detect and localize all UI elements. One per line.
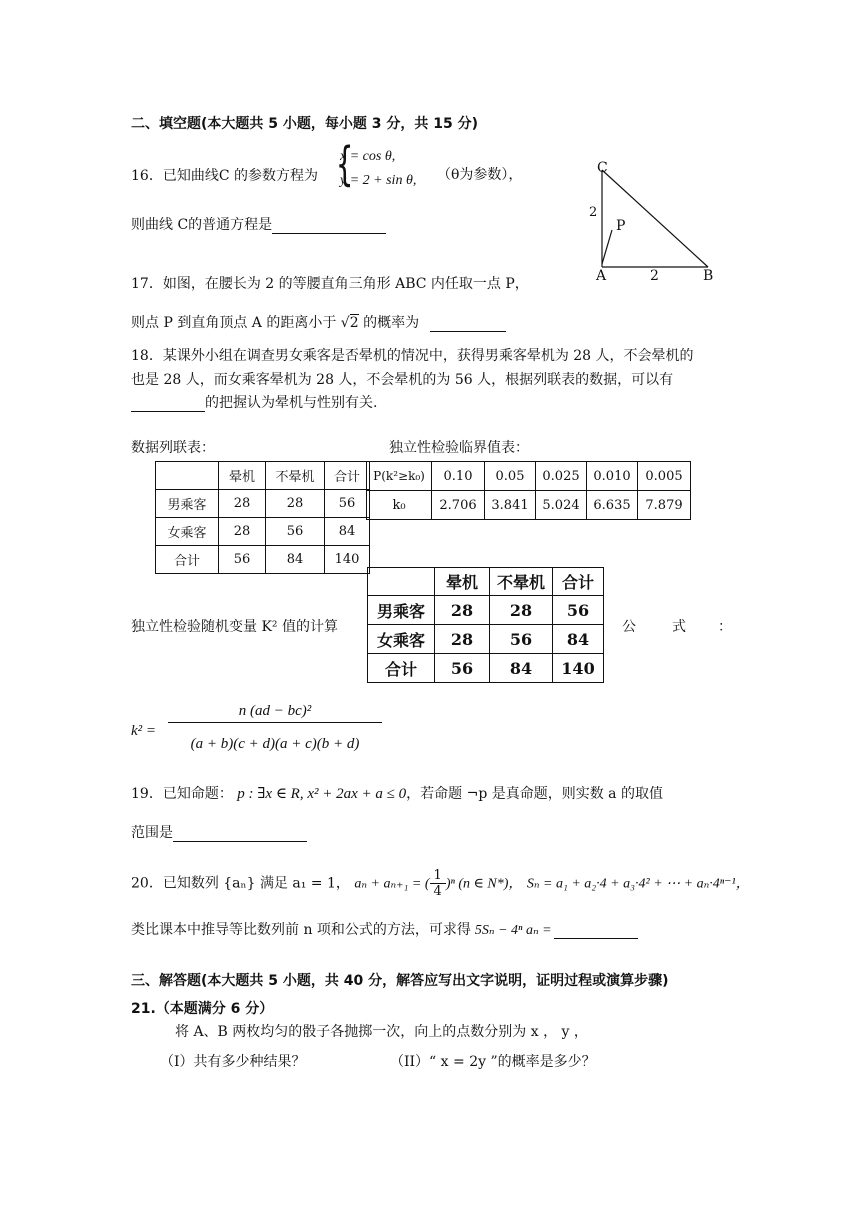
question-20-line1a: ．已知数列 {aₙ} 满足 a₁ = 1， (148, 875, 350, 892)
contingency-header-cell (156, 462, 219, 490)
question-18-line3-text: 的把握认为晕机与性别有关. (205, 395, 378, 411)
critical-cell: 5.024 (536, 491, 587, 520)
fraction-one-quarter (430, 868, 446, 899)
question-16-number: 16 (131, 168, 149, 184)
section-3-title: 三、解答题(本大题共 5 小题，共 40 分，解答应写出文字说明，证明过程或演算步骤) (131, 973, 669, 989)
critical-cell: P(k²≥k₀) (367, 462, 432, 491)
recurrence-left: aₙ + aₙ₊₁ = ( (354, 876, 430, 892)
contingency-cell: 84 (266, 546, 325, 574)
question-16-eq2: y = 2 + sin θ, (340, 173, 417, 188)
contingency-header-cell: 不晕机 (266, 462, 325, 490)
question-20-expression: 5Sₙ − 4ⁿ aₙ = (474, 923, 552, 938)
contingency-cell: 28 (219, 518, 266, 546)
question-16-brace: { (335, 137, 354, 191)
fraction-numerator: 1 (430, 868, 446, 884)
critical-cell: 0.005 (638, 462, 691, 491)
segment-ap (602, 230, 612, 264)
critical-values-table (366, 461, 691, 520)
vertex-a-label: A (596, 268, 607, 284)
question-19-answer-blank[interactable] (173, 841, 307, 842)
contingency-cell: 56 (219, 546, 266, 574)
question-18-line1-text: ．某课外小组在调查男女乘客是否晕机的情况中，获得男乘客晕机为 28 人，不会晕机的 (148, 348, 694, 364)
question-18-line2: 也是 28 人，而女乘客晕机为 28 人，不会晕机的为 56 人，根据列联表的数据，可以有 (131, 372, 674, 388)
contingency-cell: 男乘客 (156, 490, 219, 518)
question-19-line1a: ．已知命题： (148, 786, 233, 802)
question-21-line1: 将 A、B 两枚均匀的骰子各抛掷一次，向上的点数分别为 x ， y ， (175, 1024, 588, 1040)
critical-cell: k₀ (367, 491, 432, 520)
vertex-c-label: C (597, 160, 608, 176)
vertex-b-label: B (703, 268, 714, 284)
bold-table-cell: 56 (435, 654, 490, 683)
question-18-line1 (131, 345, 694, 365)
question-20-answer-blank[interactable] (554, 938, 638, 939)
k2-text-gong: 公 (622, 619, 636, 635)
contingency-cell: 女乘客 (156, 518, 219, 546)
recurrence-right: )ⁿ (n ∈ N*)， (445, 876, 523, 892)
sqrt-expression: √2 (340, 315, 359, 331)
contingency-cell: 140 (325, 546, 370, 574)
question-16-prefix: ．已知曲线C 的参数方程为 (148, 168, 318, 184)
critical-cell: 2.706 (432, 491, 485, 520)
question-16-line2 (131, 214, 386, 234)
question-20-line1 (131, 868, 750, 899)
contingency-cell: 28 (266, 490, 325, 518)
bold-table-cell: 140 (553, 654, 604, 683)
triangle-figure (585, 160, 725, 285)
question-16-param-note: （θ为参数）， (437, 167, 523, 183)
question-20-line2a: 类比课本中推导等比数列前 n 项和公式的方法，可求得 (131, 922, 471, 938)
contingency-header-cell: 晕机 (219, 462, 266, 490)
question-17-line2b: 的概率为 (363, 315, 420, 331)
critical-cell: 7.879 (638, 491, 691, 520)
critical-cell: 0.025 (536, 462, 587, 491)
question-17-line2 (131, 312, 506, 332)
contingency-table-label: 数据列联表： (131, 440, 215, 456)
bold-table-cell: 28 (435, 596, 490, 625)
question-16-answer-blank[interactable] (272, 233, 386, 234)
contingency-header-cell: 合计 (325, 462, 370, 490)
question-19-line1 (131, 783, 663, 803)
formula-lhs: k² = (131, 723, 157, 739)
k2-text-shi: 式 (672, 619, 686, 635)
question-16-eq1: x = cos θ, (340, 149, 396, 164)
question-19-number: 19 (131, 786, 149, 802)
side-ab-label: 2 (650, 268, 659, 284)
contingency-cell: 56 (325, 490, 370, 518)
critical-cell: 0.010 (587, 462, 638, 491)
bold-table-cell (368, 568, 435, 596)
bold-table-cell: 女乘客 (368, 625, 435, 654)
contingency-table (155, 461, 370, 574)
question-20-number: 20 (131, 875, 149, 892)
question-21-part1: （I）共有多少种结果？ (160, 1054, 306, 1070)
contingency-cell: 合计 (156, 546, 219, 574)
question-18-line3 (131, 392, 377, 412)
question-18-number: 18 (131, 348, 149, 364)
question-16-line1 (131, 165, 318, 185)
bold-table-cell: 晕机 (435, 568, 490, 596)
section-2-title: 二、填空题(本大题共 5 小题，每小题 3 分，共 15 分) (131, 116, 479, 132)
bold-table-cell: 合计 (553, 568, 604, 596)
critical-cell: 6.635 (587, 491, 638, 520)
bold-table-cell: 不晕机 (490, 568, 553, 596)
contingency-cell: 28 (219, 490, 266, 518)
critical-table-label: 独立性检验临界值表： (389, 440, 529, 456)
contingency-cell: 56 (266, 518, 325, 546)
question-17-line1-text: ．如图，在腰长为 2 的等腰直角三角形 ABC 内任取一点 P， (148, 276, 529, 292)
question-17-answer-blank[interactable] (430, 331, 506, 332)
k2-text-colon: ： (718, 619, 732, 635)
bold-table-cell: 84 (490, 654, 553, 683)
question-16-line2-text: 则曲线 C的普通方程是 (131, 217, 273, 233)
question-20-line2 (131, 919, 638, 939)
bold-table-cell: 84 (553, 625, 604, 654)
question-17-line1 (131, 273, 529, 293)
question-19-line2 (131, 822, 307, 842)
contingency-cell: 84 (325, 518, 370, 546)
point-p-label: P (616, 218, 626, 234)
bold-table-cell: 合计 (368, 654, 435, 683)
question-21-title: 21.（本题满分 6 分） (131, 1001, 274, 1017)
bold-table-cell: 男乘客 (368, 596, 435, 625)
contingency-table-bold (367, 567, 604, 683)
question-17-line2a: 则点 P 到直角顶点 A 的距离小于 (131, 315, 337, 331)
critical-cell: 0.10 (432, 462, 485, 491)
formula-denominator: (a + b)(c + d)(a + c)(b + d) (190, 736, 360, 752)
fraction-denominator: 4 (433, 884, 442, 899)
question-19-line1b: ，若命题 ¬p 是真命题，则实数 a 的取值 (406, 786, 663, 802)
question-18-answer-blank[interactable] (131, 411, 205, 412)
formula-numerator: n (ad − bc)² (168, 703, 382, 723)
bold-table-cell: 28 (490, 596, 553, 625)
proposition-p: p : ∃x ∈ R, x² + 2ax + a ≤ 0 (237, 786, 407, 802)
critical-cell: 0.05 (485, 462, 536, 491)
bold-table-cell: 28 (435, 625, 490, 654)
question-21-part2: （II）“ x = 2y ”的概率是多少？ (390, 1054, 596, 1070)
sqrt-value: 2 (349, 315, 359, 331)
k2-description: 独立性检验随机变量 K² 值的计算 (131, 619, 338, 635)
question-19-line2-text: 范围是 (131, 825, 173, 841)
sum-definition: Sₙ = a₁ + a₂·4 + a₃·4² + ⋯ + aₙ·4ⁿ⁻¹， (526, 876, 750, 892)
bold-table-cell: 56 (490, 625, 553, 654)
question-17-number: 17 (131, 276, 149, 292)
critical-cell: 3.841 (485, 491, 536, 520)
side-ac-label: 2 (589, 205, 598, 220)
bold-table-cell: 56 (553, 596, 604, 625)
